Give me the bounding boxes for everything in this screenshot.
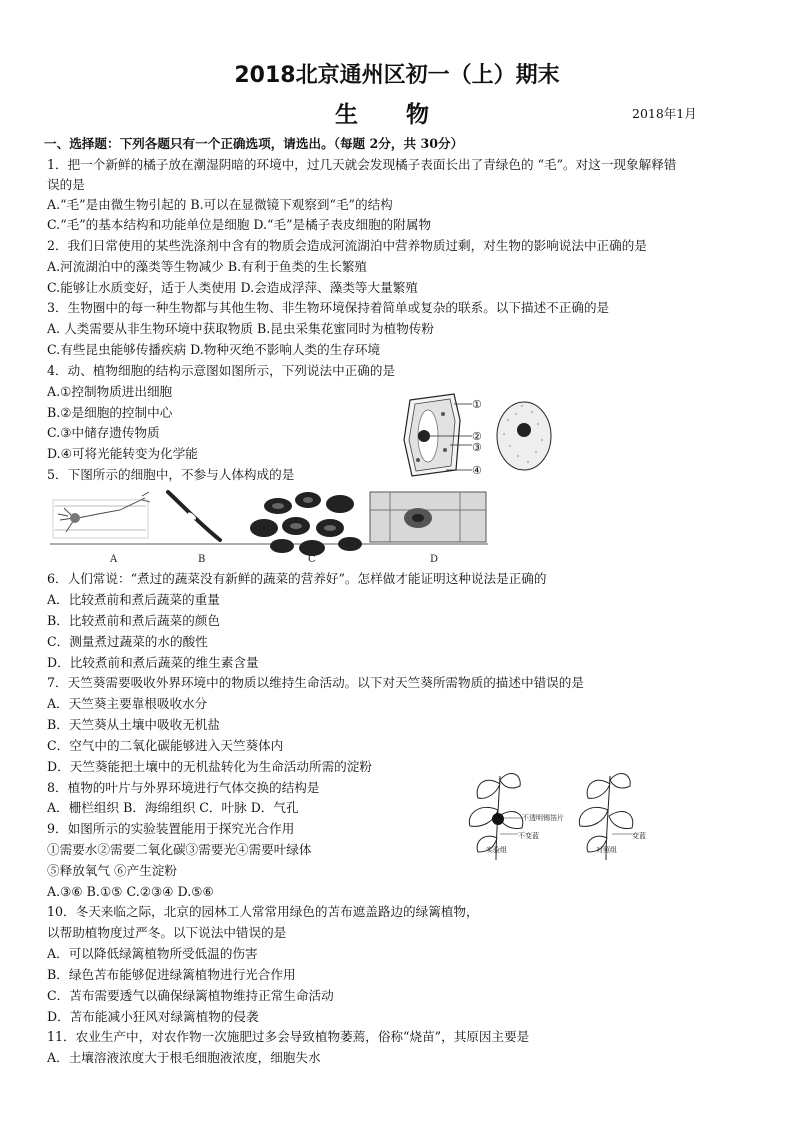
q3-stem: 3．生物圈中的每一种生物都与其他生物、非生物环境保持着简单或复杂的联系。以下描述不正确的是: [47, 300, 610, 315]
fig4-label-1: ①: [472, 398, 482, 411]
neuron-image: [53, 492, 150, 538]
q4-stem: 4．动、植物细胞的结构示意图如图所示，下列说法中正确的是: [47, 363, 396, 378]
plant-tissue-image: [370, 492, 486, 542]
q9-options: A.③⑥ B.①⑤ C.②③④ D.⑤⑥: [47, 884, 214, 899]
fig4-label-4: ④: [472, 464, 482, 477]
fig9-unchanged-label: 不变蓝: [518, 832, 539, 840]
q10-stem-cont: 以帮助植物度过严冬。以下说法中错误的是: [47, 925, 287, 940]
fig5-label-a: A: [110, 554, 118, 565]
q8-options: A．栅栏组织 B．海绵组织 C．叶脉 D．气孔: [47, 800, 299, 815]
subject-heading: [335, 96, 429, 129]
q6-option-b: B．比较煮前和煮后蔬菜的颜色: [47, 613, 220, 628]
q4-option-d: D.④可将光能转变为化学能: [47, 446, 198, 461]
q2-stem: 2．我们日常使用的某些洗涤剂中含有的物质会造成河流湖泊中营养物质过剩，对生物的影响说法中正确的是: [47, 238, 647, 253]
q9-items-1: ①需要水②需要二氧化碳③需要光④需要叶绿体: [47, 842, 312, 857]
q11-option-a: A．土壤溶液浓度大于根毛细胞液浓度，细胞失水: [47, 1050, 321, 1065]
q9-items-2: ⑤释放氧气 ⑥产生淀粉: [47, 863, 177, 878]
q10-option-a: A．可以降低绿篱植物所受低温的伤害: [47, 946, 258, 961]
fig5-label-b: B: [198, 554, 206, 565]
exam-date: 2018年1月: [632, 106, 697, 121]
q9-experiment-figure: [456, 766, 656, 862]
q3-options-ab: A. 人类需要从非生物环境中获取物质 B.昆虫采集花蜜同时为植物传粉: [47, 321, 434, 336]
page-title: 2018北京通州区初一（上）期末: [234, 63, 560, 88]
animal-nucleus: [517, 423, 531, 437]
q11-stem: 11．农业生产中，对农作物一次施肥过多会导致植物萎蔫，俗称“烧苗”，其原因主要是: [47, 1029, 530, 1044]
fig4-label-3: ③: [472, 441, 482, 454]
q1-options-ab: A.“毛”是由微生物引起的 B.可以在显微镜下观察到“毛”的结构: [47, 197, 393, 212]
q1-stem: 1．把一个新鲜的橘子放在潮湿阴暗的环境中，过几天就会发现橘子表面长出了青绿色的 “毛”。对这一现象解释错: [47, 157, 677, 172]
q7-option-d: D．天竺葵能把土壤中的无机盐转化为生命活动所需的淀粉: [47, 759, 372, 774]
q4-option-b: B.②是细胞的控制中心: [47, 405, 173, 420]
fig5-label-c: C: [308, 554, 316, 565]
q5-cells-figure: [50, 488, 490, 568]
q7-option-c: C．空气中的二氧化碳能够进入天竺葵体内: [47, 738, 284, 753]
q10-option-b: B．绿色苫布能够促进绿篱植物进行光合作用: [47, 967, 296, 982]
q6-option-a: A．比较煮前和煮后蔬菜的重量: [47, 592, 220, 607]
fig4-label-2: ②: [472, 430, 482, 443]
q1-options-cd: C.“毛”的基本结构和功能单位是细胞 D.“毛”是橘子表皮细胞的附属物: [47, 217, 432, 232]
q1-stem-cont: 误的是: [47, 177, 85, 192]
q3-options-cd: C.有些昆虫能够传播疾病 D.物种灭绝不影响人类的生存环境: [47, 342, 381, 357]
fig9-changed-label: 变蓝: [632, 832, 646, 840]
q7-option-b: B．天竺葵从土壤中吸收无机盐: [47, 717, 220, 732]
q10-stem: 10．冬天来临之际，北京的园林工人常常用绿色的苫布遮盖路边的绿篱植物，: [47, 904, 479, 919]
q4-cell-figure: [398, 390, 594, 482]
q10-option-c: C．苫布需要透气以确保绿篱植物维持正常生命活动: [47, 988, 334, 1003]
fig9-foil-label: 不透明锡箔片: [522, 814, 564, 822]
foil-patch: [492, 813, 504, 825]
q6-option-c: C．测量煮过蔬菜的水的酸性: [47, 634, 208, 649]
q7-option-a: A．天竺葵主要靠根吸收水分: [47, 696, 208, 711]
neuron-body: [70, 513, 80, 523]
q4-option-c: C.③中储存遗传物质: [47, 425, 160, 440]
q6-option-d: D．比较煮前和煮后蔬菜的维生素含量: [47, 655, 259, 670]
section-heading: 一、选择题：下列各题只有一个正确选项，请选出。（每题 2分，共 30分）: [44, 136, 464, 151]
q8-stem: 8．植物的叶片与外界环境进行气体交换的结构是: [47, 780, 320, 795]
q7-stem: 7．天竺葵需要吸收外界环境中的物质以维持生命活动。以下对天竺葵所需物质的描述中错误的是: [47, 675, 584, 690]
q6-stem: 6．人们常说：“煮过的蔬菜没有新鲜的蔬菜的营养好”。怎样做才能证明这种说法是正确的: [47, 571, 547, 586]
fig9-ctrl-label: 对照组: [596, 846, 617, 854]
q5-stem: 5．下图所示的细胞中，不参与人体构成的是: [47, 467, 295, 482]
fig5-label-d: D: [430, 554, 439, 565]
q2-options-ab: A.河流湖泊中的藻类等生物减少 B.有利于鱼类的生长繁殖: [47, 259, 368, 274]
subject-char-2: 物: [406, 101, 429, 128]
q2-options-cd: C.能够让水质变好，适于人类使用 D.会造成浮萍、藻类等大量繁殖: [47, 280, 418, 295]
q10-option-d: D．苫布能减小狂风对绿篱植物的侵袭: [47, 1009, 259, 1024]
q4-option-a: A.①控制物质进出细胞: [47, 384, 173, 399]
fig9-exp-label: 实验组: [486, 846, 507, 854]
q9-stem: 9．如图所示的实验装置能用于探究光合作用: [47, 821, 295, 836]
subject-char-1: 生: [335, 101, 358, 128]
